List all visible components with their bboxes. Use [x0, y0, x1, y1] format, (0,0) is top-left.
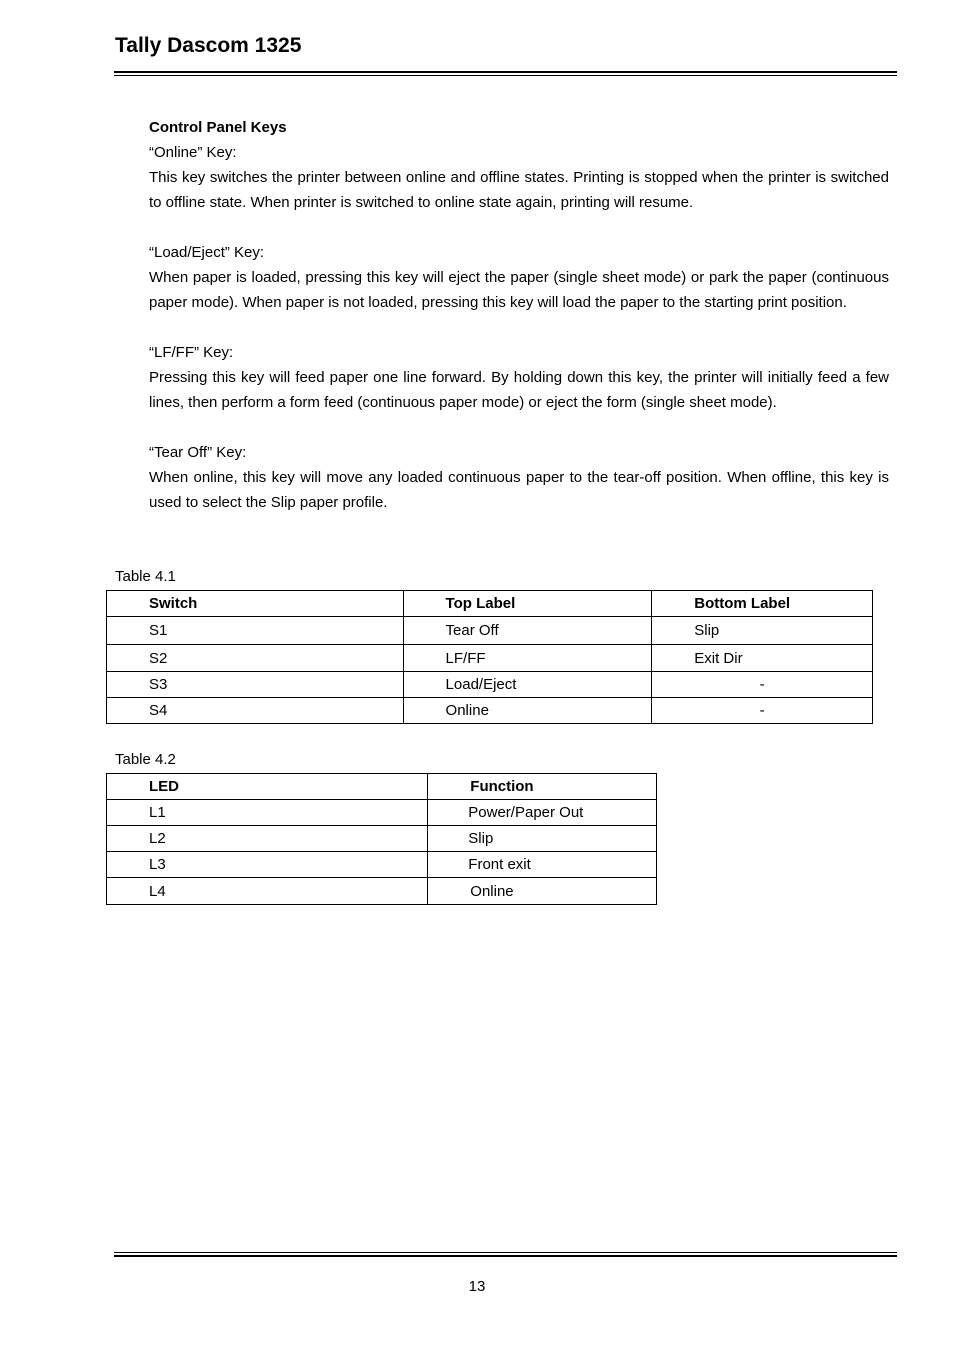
table1-caption: Table 4.1 — [115, 568, 176, 585]
table-row — [107, 878, 657, 905]
table-cell: Slip — [428, 826, 657, 852]
table-cell: Exit Dir — [652, 645, 873, 672]
table-cell: L2 — [107, 826, 428, 852]
led-table — [106, 773, 657, 905]
table-row — [107, 852, 657, 878]
table-cell: L3 — [107, 852, 428, 878]
key-description-tear-off: When online, this key will move any loaded continuous paper to the tear-off position. When offline, this key is used to select the Slip paper profile. — [149, 469, 889, 511]
table-header-row — [107, 774, 657, 800]
header-rule-thick — [114, 71, 897, 73]
table-cell: Online — [403, 698, 652, 724]
table-cell: L1 — [107, 800, 428, 826]
table-cell: Front exit — [428, 852, 657, 878]
table-cell: S2 — [107, 645, 404, 672]
table-header-cell: Switch — [107, 591, 404, 617]
switch-table — [106, 590, 873, 724]
table-row — [107, 645, 873, 672]
key-name-load-eject: “Load/Eject” Key: — [149, 244, 265, 261]
table-cell: S4 — [107, 698, 404, 724]
table-header-cell: Top Label — [403, 591, 652, 617]
table-cell: Power/Paper Out — [428, 800, 657, 826]
table-header-cell: Function — [428, 774, 657, 800]
table-cell: Slip — [652, 617, 873, 645]
table-row — [107, 698, 873, 724]
table-header-row — [107, 591, 873, 617]
table-cell: S1 — [107, 617, 404, 645]
table-cell: - — [652, 672, 873, 698]
key-description-lf-ff: Pressing this key will feed paper one line forward. By holding down this key, the printer will initially feed a few lines, then perform a form feed (continuous paper mode) or eject the form (single sheet mode). — [149, 369, 889, 411]
table-row — [107, 617, 873, 645]
page-number: 13 — [468, 1278, 486, 1295]
spacer — [149, 315, 889, 340]
spacer — [149, 415, 889, 440]
table-cell: Load/Eject — [403, 672, 652, 698]
table-cell: S3 — [107, 672, 404, 698]
section-heading: Control Panel Keys — [149, 119, 287, 136]
table2-caption: Table 4.2 — [115, 751, 176, 768]
table-row — [107, 800, 657, 826]
spacer — [149, 215, 889, 240]
table-header-cell: Bottom Label — [652, 591, 873, 617]
header-rule-thin — [114, 75, 897, 76]
table-row — [107, 826, 657, 852]
table-cell: LF/FF — [403, 645, 652, 672]
page-title: Tally Dascom 1325 — [115, 34, 302, 57]
footer-rule-thick — [114, 1255, 897, 1257]
key-name-tear-off: “Tear Off” Key: — [149, 444, 247, 461]
table-row — [107, 672, 873, 698]
key-name-lf-ff: “LF/FF” Key: — [149, 344, 234, 361]
table-header-cell: LED — [107, 774, 428, 800]
table-cell: - — [652, 698, 873, 724]
key-description-online: This key switches the printer between online and offline states. Printing is stopped when the printer is switched to offline state. When printer is switched to online state again, printing will resume. — [149, 169, 889, 211]
table-cell: Online — [428, 878, 657, 905]
control-panel-keys-section — [149, 115, 889, 515]
key-name-online: “Online” Key: — [149, 144, 237, 161]
footer-rule-thin — [114, 1252, 897, 1253]
key-description-load-eject: When paper is loaded, pressing this key will eject the paper (single sheet mode) or park the paper (continuous paper mode). When paper is not loaded, pressing this key will load the paper to the starting print position. — [149, 269, 889, 311]
table-cell: L4 — [107, 878, 428, 905]
table-cell: Tear Off — [403, 617, 652, 645]
